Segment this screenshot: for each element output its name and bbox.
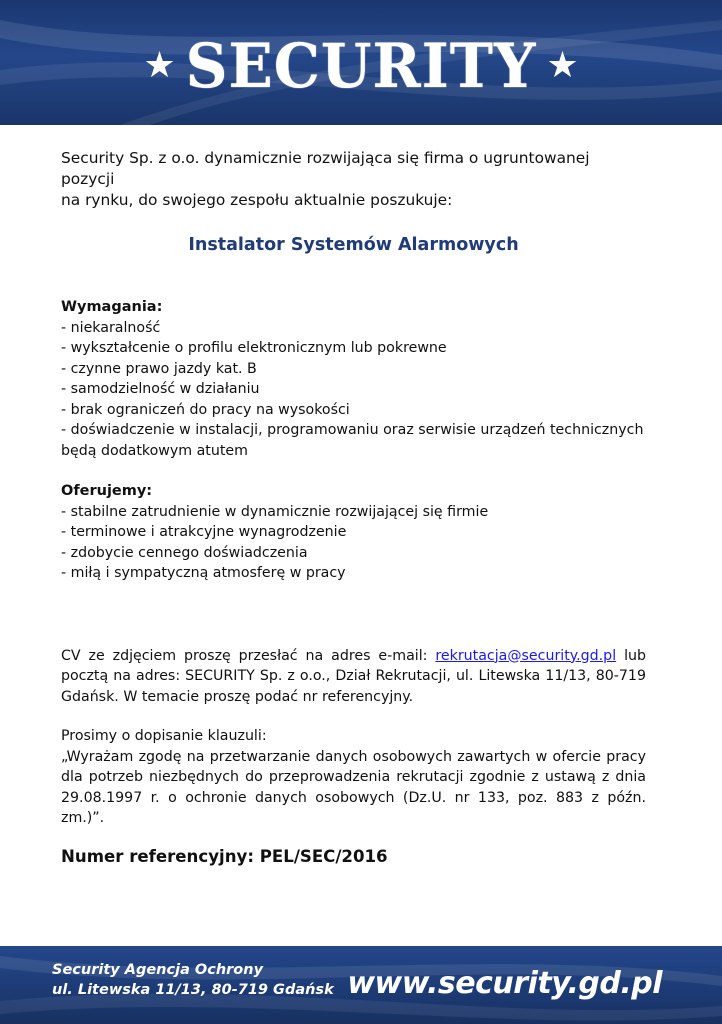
website-link[interactable]: www.security.gd.pl: [347, 966, 662, 1001]
offer-section: [61, 481, 646, 584]
list-item: - samodzielność w działaniu: [61, 381, 260, 397]
security-logo: [0, 26, 722, 106]
list-item: - terminowe i atrakcyjne wynagrodzenie: [61, 524, 347, 540]
list-item: - wykształcenie o profilu elektronicznym lub pokrewne: [61, 340, 447, 356]
offer-heading: Oferujemy:: [61, 483, 153, 499]
clause-intro: Prosimy o dopisanie klauzuli:: [61, 728, 267, 744]
email-link[interactable]: rekrutacja@security.gd.pl: [435, 647, 617, 664]
job-title: Instalator Systemów Alarmowych: [188, 235, 519, 255]
list-item: będą dodatkowym atutem: [61, 442, 248, 459]
header-banner: [0, 0, 722, 125]
requirements-section: [61, 297, 646, 461]
list-item: - stabilne zatrudnienie w dynamicznie rozwijającej się firmie: [61, 503, 489, 520]
clause-text: „Wyrażam zgodę na przetwarzanie danych osobowych zawartych w ofercie pracy dla potrzeb niezbędnych do przeprowadzenia rekrutacji zgodnie z ustawą z dnia 29.08.1997 r. o ochronie danych osobowych (Dz.U. nr 133, poz. 883 z późn. zm.)”.: [61, 748, 646, 826]
list-item: - miłą i sympatyczną atmosferę w pracy: [61, 565, 346, 581]
list-item: - zdobycie cennego doświadczenia: [61, 544, 308, 561]
star-icon: ★: [143, 45, 176, 86]
contact-text: CV ze zdjęciem proszę przesłać na adres e-mail: rekrutacja@security.gd.pl lub pocztą na adres: SECURITY Sp. z o.o., Dział Rekrutacji, ul. Litewska 11/13, 80-719 Gdańsk. W temacie proszę podać nr referencyjny.: [61, 647, 647, 705]
logo-wordmark: SECURITY: [185, 30, 537, 102]
contact-section: [61, 646, 646, 708]
intro-text: Security Sp. z o.o. dynamicznie rozwijająca się firma o ugruntowanej pozycji na rynku, do swojego zespołu aktualnie poszukuje:: [61, 149, 590, 209]
reference-number: Numer referencyjny: PEL/SEC/2016: [61, 846, 388, 866]
list-item: - czynne prawo jazdy kat. B: [61, 360, 257, 377]
list-item: - niekaralność: [61, 319, 161, 336]
list-item: - doświadczenie w instalacji, programowaniu oraz serwisie urządzeń technicznych: [61, 422, 644, 438]
footer-banner: [0, 946, 722, 1024]
job-posting: [61, 148, 646, 884]
requirements-heading: Wymagania:: [61, 299, 163, 315]
footer-address: Security Agencja Ochrony ul. Litewska 11/13, 80-719 Gdańsk: [52, 962, 334, 998]
clause-section: [61, 726, 646, 829]
list-item: - brak ograniczeń do pracy na wysokości: [61, 401, 350, 418]
star-icon: ★: [546, 45, 579, 86]
